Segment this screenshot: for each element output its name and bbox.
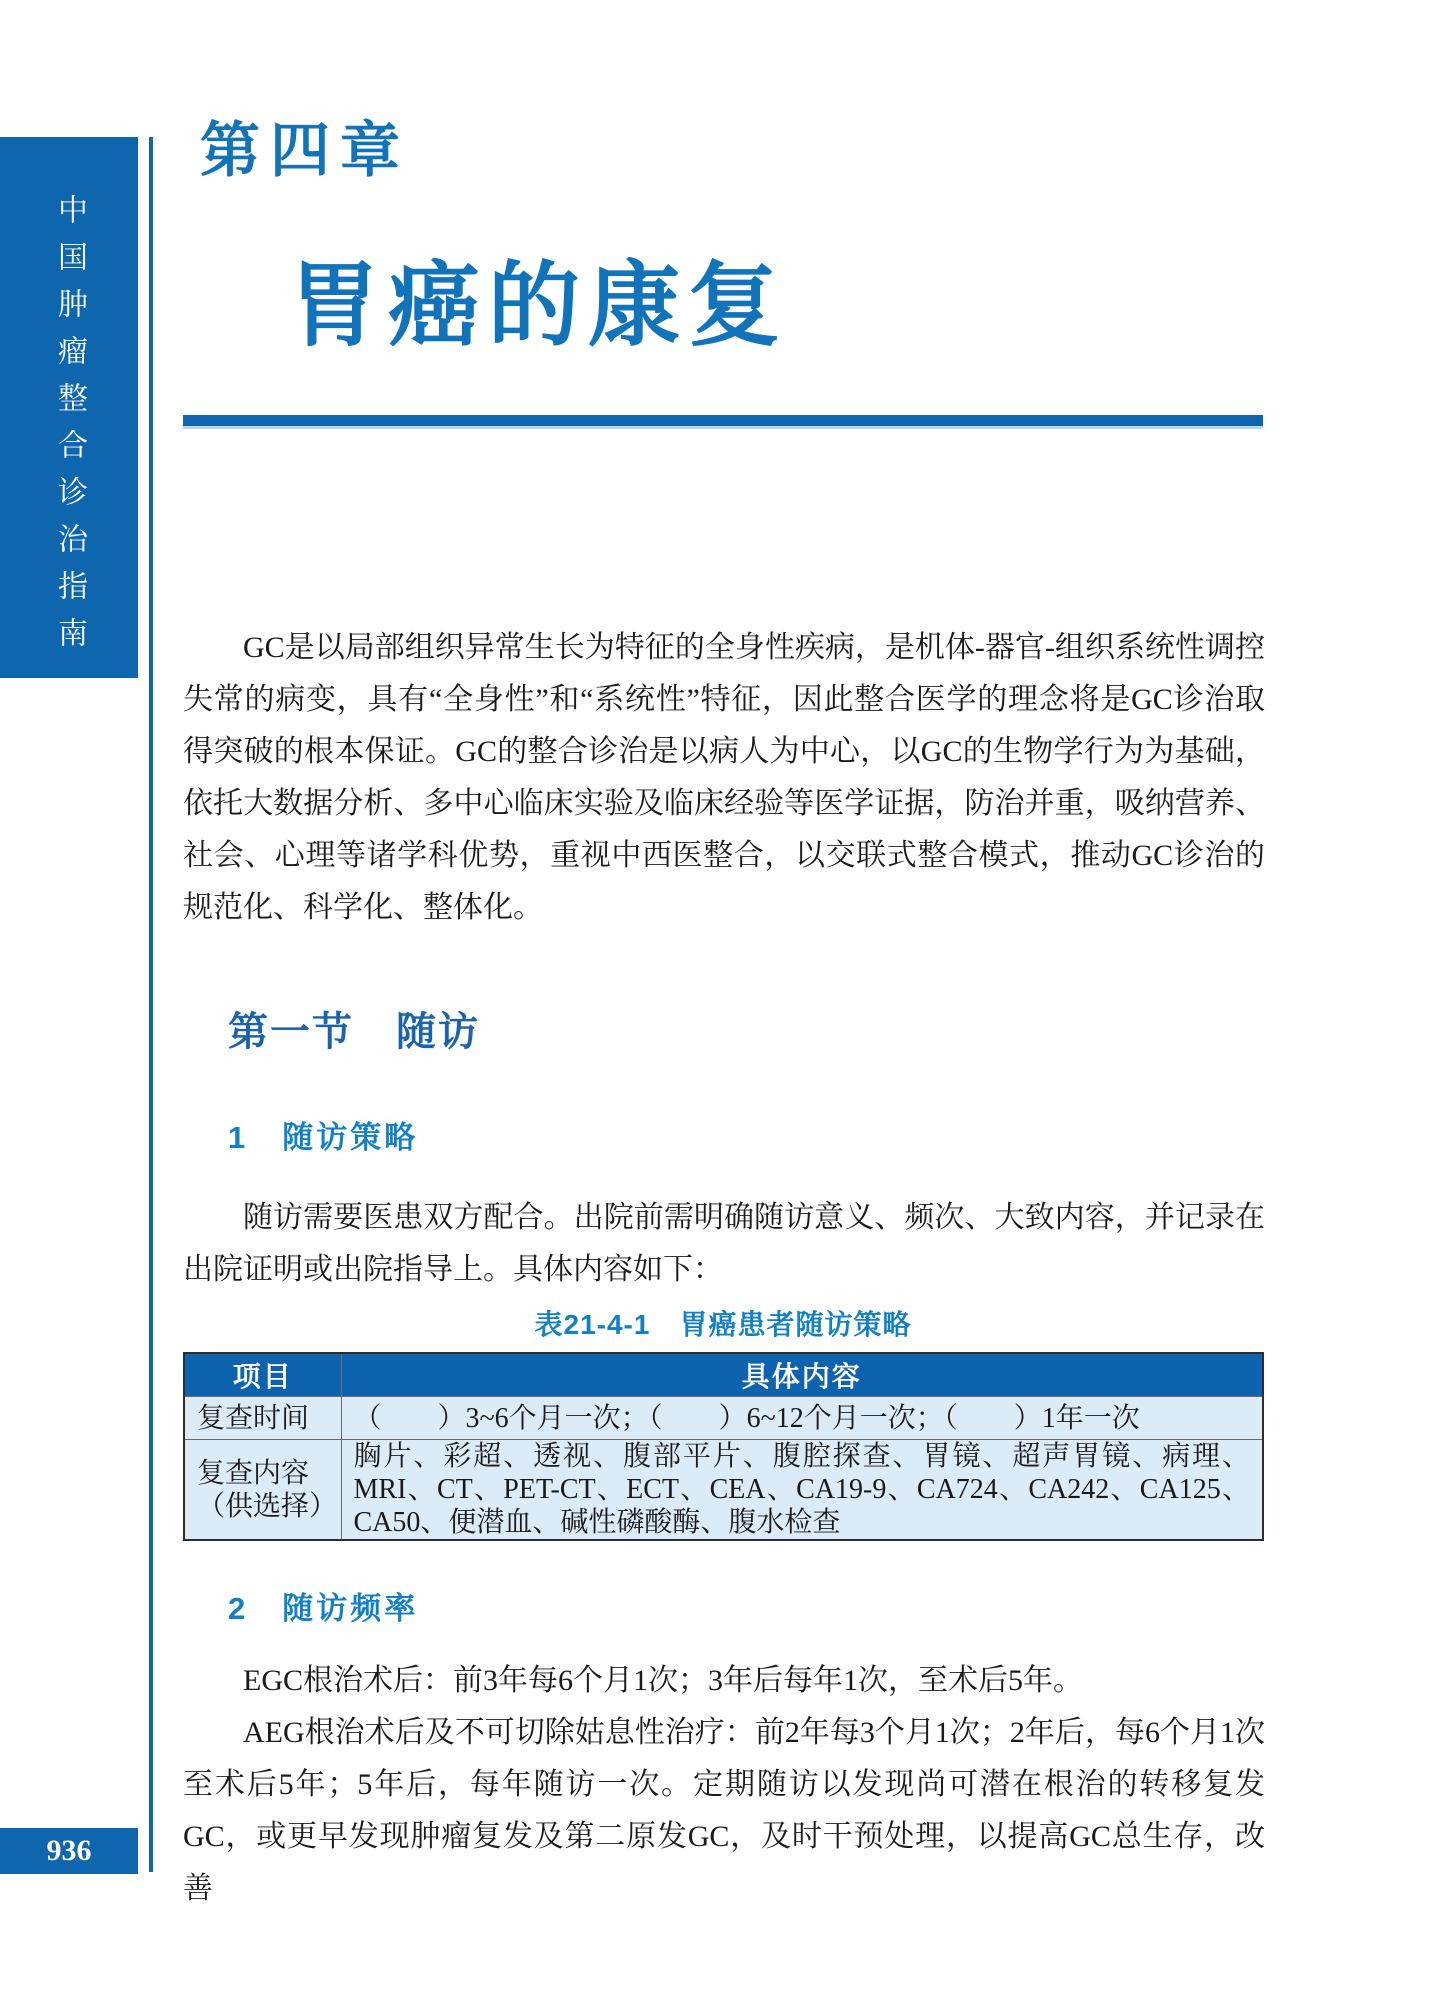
followup-strategy-paragraph: 随访需要医患双方配合。出院前需明确随访意义、频次、大致内容，并记录在出院证明或出院指导上。具体内容如下： bbox=[183, 1201, 1265, 1286]
table-header-item: 项目 bbox=[184, 1353, 341, 1397]
book-title-vertical: 中国肿瘤整合诊治指南 bbox=[53, 194, 86, 664]
chapter-label: 第四章 bbox=[200, 117, 410, 184]
page-number: 936 bbox=[46, 1834, 92, 1867]
page-number-badge bbox=[0, 1828, 138, 1874]
chapter-title: 胃癌的康复 bbox=[288, 255, 789, 357]
table-cell-content: 胸片、彩超、透视、腹部平片、腹腔探查、胃镜、超声胃镜、病理、MRI、CT、PET-CT、ECT、CEA、CA19-9、CA724、CA242、CA125、CA50、便潜血、碱性磷酸酶、腹水检查 bbox=[341, 1440, 1263, 1541]
table-cell-item bbox=[184, 1440, 341, 1541]
egc-followup-paragraph: EGC根治术后：前3年每6个月1次；3年后每年1次，至术后5年。 bbox=[243, 1664, 1083, 1697]
table-cell-content: （ ）3~6个月一次；（ ）6~12个月一次；（ ）1年一次 bbox=[341, 1397, 1263, 1440]
subsection-2-heading: 2 随访频率 bbox=[228, 1591, 419, 1626]
table-row bbox=[184, 1440, 1263, 1541]
aeg-followup-paragraph: AEG根治术后及不可切除姑息性治疗：前2年每3个月1次；2年后，每6个月1次至术后5年；5年后，每年随访一次。定期随访以发现尚可潜在根治的转移复发GC，或更早发现肿瘤复发及第二原发GC，及时干预处理，以提高GC总生存，改善 bbox=[183, 1716, 1265, 1905]
subsection-1-heading: 1 随访策略 bbox=[228, 1120, 419, 1155]
vertical-divider-line bbox=[149, 137, 153, 1872]
table-cell-item-line2: （供选择） bbox=[197, 1490, 338, 1522]
table-header-row bbox=[184, 1353, 1263, 1397]
title-rule bbox=[183, 415, 1263, 426]
table-caption: 表21-4-1 胃癌患者随访策略 bbox=[534, 1309, 912, 1340]
followup-strategy-table bbox=[183, 1352, 1264, 1541]
section-1-heading: 第一节 随访 bbox=[228, 1009, 480, 1054]
table-cell-item-line1: 复查内容 bbox=[197, 1457, 310, 1489]
table-cell-item: 复查时间 bbox=[184, 1397, 341, 1440]
sidebar-band bbox=[0, 137, 138, 678]
table-header-content: 具体内容 bbox=[341, 1353, 1263, 1397]
intro-paragraph: GC是以局部组织异常生长为特征的全身性疾病，是机体-器官-组织系统性调控失常的病变，具有“全身性”和“系统性”特征，因此整合医学的理念将是GC诊治取得突破的根本保证。GC的整合诊治是以病人为中心，以GC的生物学行为为基础，依托大数据分析、多中心临床实验及临床经验等医学证据，防治并重，吸纳营养、社会、心理等诸学科优势，重视中西医整合，以交联式整合模式，推动GC诊治的规范化、科学化、整体化。 bbox=[183, 631, 1265, 924]
table-row bbox=[184, 1397, 1263, 1440]
